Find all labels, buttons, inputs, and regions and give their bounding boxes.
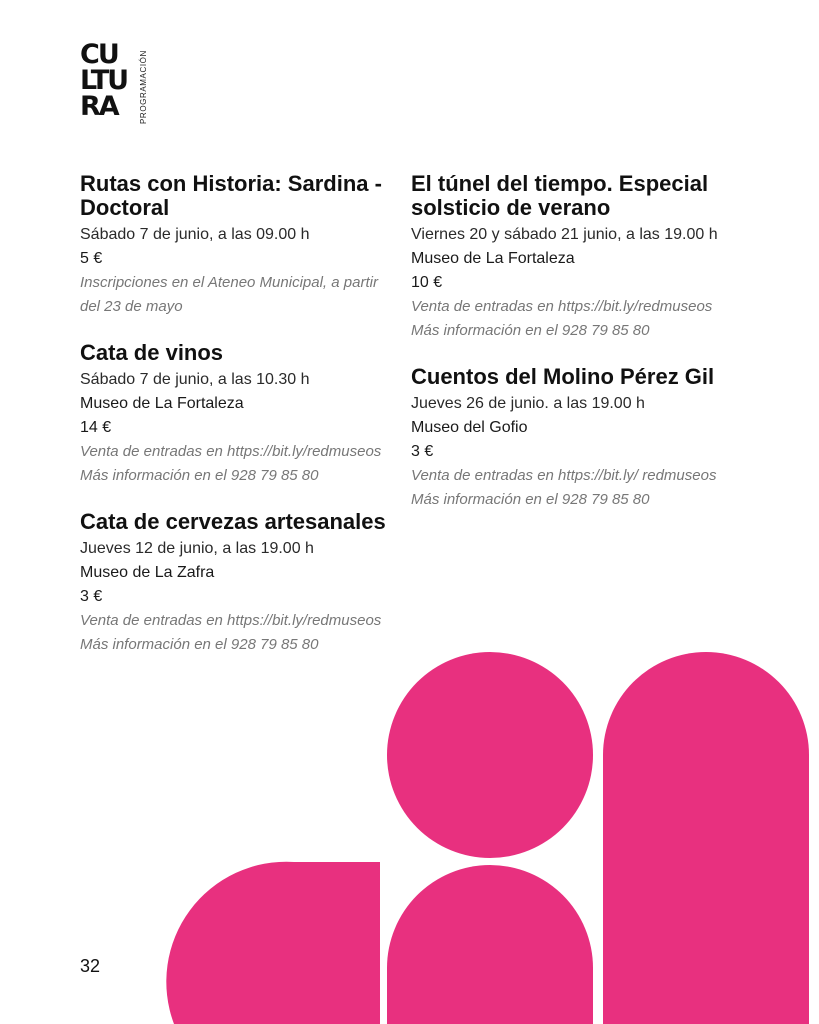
event-date: Sábado 7 de junio, a las 09.00 h — [80, 226, 310, 243]
event-price: 3 € — [80, 588, 103, 605]
left-column — [80, 172, 395, 679]
cultura-logo — [80, 39, 160, 126]
event-venue: Museo del Gofio — [411, 419, 528, 436]
event-title: Cata de cervezas artesanales — [80, 509, 386, 534]
event-item — [411, 365, 731, 512]
event-note: Más información en el 928 79 85 80 — [80, 467, 319, 484]
event-item — [80, 341, 395, 488]
right-column — [411, 172, 731, 534]
event-date: Jueves 26 de junio. a las 19.00 h — [411, 395, 645, 412]
event-item — [80, 172, 395, 319]
pink-circle-shape — [387, 652, 593, 858]
event-title: El túnel del tiempo. Especial solsticio de verano — [411, 171, 709, 220]
logo-subtitle: PROGRAMACIÓN — [139, 50, 148, 124]
logo-line: RA — [80, 91, 118, 122]
event-note: Más información en el 928 79 85 80 — [411, 322, 650, 339]
event-venue: Museo de La Zafra — [80, 564, 215, 581]
logo-line: CU — [80, 39, 118, 70]
logo-line: LTU — [80, 65, 128, 96]
event-note: Venta de entradas en https://bit.ly/ redmuseos — [411, 467, 717, 484]
event-item — [80, 510, 395, 657]
logo-wordmark — [80, 39, 138, 122]
pink-tall-arch-shape — [603, 652, 809, 1024]
event-date: Sábado 7 de junio, a las 10.30 h — [80, 371, 310, 388]
event-price: 14 € — [80, 419, 112, 436]
event-note: Venta de entradas en https://bit.ly/redmuseos — [80, 443, 382, 460]
event-title: Cuentos del Molino Pérez Gil — [411, 364, 715, 389]
event-venue: Museo de La Fortaleza — [80, 395, 244, 412]
page-number: 32 — [80, 956, 101, 976]
event-date: Jueves 12 de junio, a las 19.00 h — [80, 540, 314, 557]
event-note: Venta de entradas en https://bit.ly/redmuseos — [80, 612, 382, 629]
event-date: Viernes 20 y sábado 21 junio, a las 19.00 h — [411, 226, 718, 243]
event-price: 10 € — [411, 274, 443, 291]
pink-small-arch-shape — [387, 865, 593, 1024]
event-title: Cata de vinos — [80, 340, 224, 365]
event-title: Rutas con Historia: Sardina - Doctoral — [80, 171, 382, 220]
event-price: 3 € — [411, 443, 434, 460]
pink-quarter-shape — [166, 862, 380, 1024]
event-note: Más información en el 928 79 85 80 — [411, 491, 650, 508]
event-item — [411, 172, 731, 343]
event-note: Inscripciones en el Ateneo Municipal, a partir del 23 de mayo — [80, 274, 378, 315]
event-note: Venta de entradas en https://bit.ly/redmuseos — [411, 298, 713, 315]
event-price: 5 € — [80, 250, 103, 267]
event-venue: Museo de La Fortaleza — [411, 250, 575, 267]
event-note: Más información en el 928 79 85 80 — [80, 636, 319, 653]
